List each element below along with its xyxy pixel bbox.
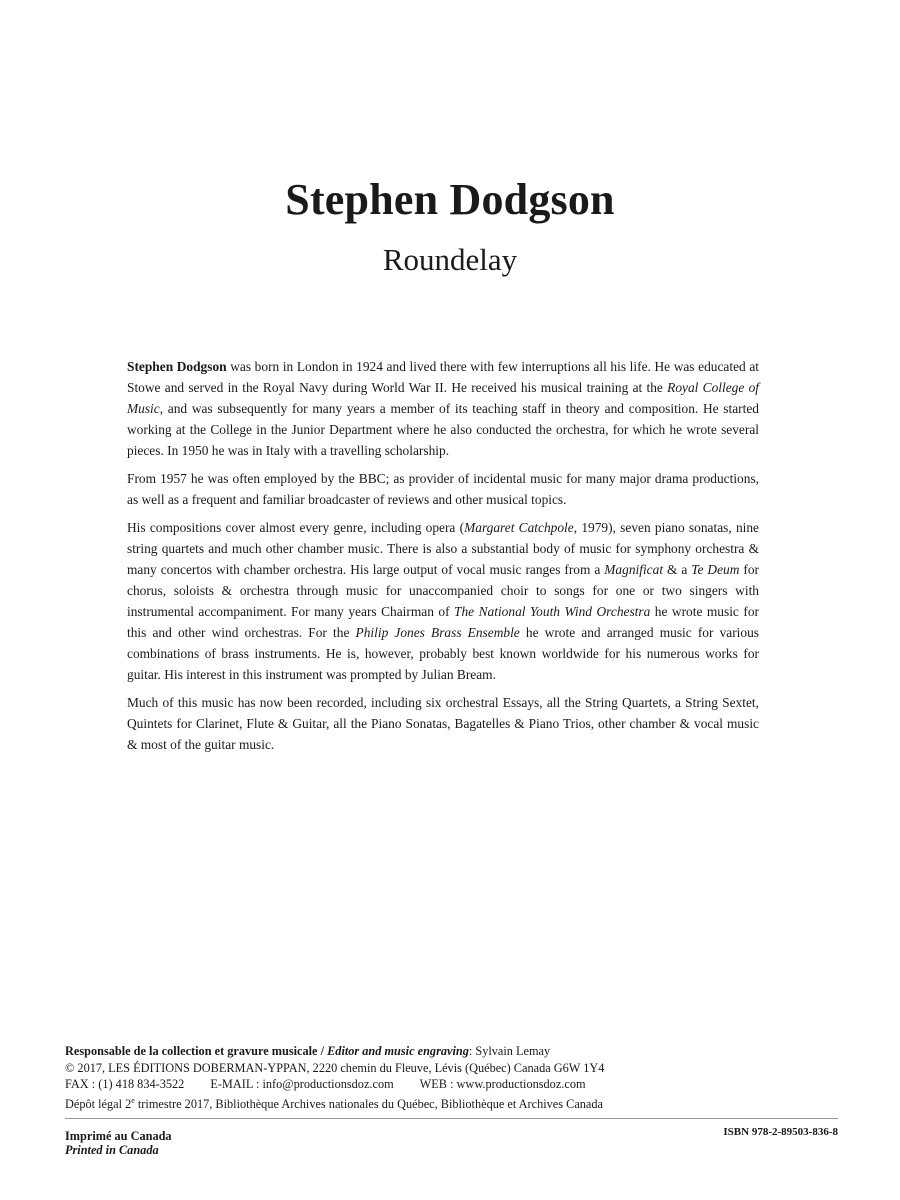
biography [127, 356, 759, 762]
bio-paragraph-4: Much of this music has now been recorded, including six orchestral Essays, all the String Quartets, a String Sextet, Quintets for Clarinet, Flute & Guitar, all the Piano Sonatas, Bagatelles & Piano Trios, other chamber & vocal music & most of the guitar music. [127, 695, 759, 752]
printed-in-canada-fr: Imprimé au Canada [65, 1129, 172, 1143]
ensemble-name: The National Youth Wind Orchestra [454, 604, 651, 619]
printed-in-canada-en: Printed in Canada [65, 1143, 159, 1157]
ensemble-name: Philip Jones Brass Ensemble [355, 625, 520, 640]
copyright-line: © 2017, LES ÉDITIONS DOBERMAN-YPPAN, 2220 chemin du Fleuve, Lévis (Québec) Canada G6W 1Y4 [65, 1060, 605, 1075]
institution-name: Royal College of Music [127, 380, 759, 416]
work-title-italic: Magnificat [604, 562, 664, 577]
legal-deposit-line: Dépôt légal 2e trimestre 2017, Bibliothèque Archives nationales du Québec, Bibliothèque et Archives Canada [65, 1095, 604, 1111]
web-address: WEB : www.productionsdoz.com [419, 1077, 586, 1091]
bio-paragraph-1: Stephen Dodgson was born in London in 1924 and lived there with few interruptions all his life. He was educated at Stowe and served in the Royal Navy during World War II. He received his musical training at the Royal College of Music, and was subsequently for many years a member of its teaching staff in theory and composition. He started working at the College in the Junior Department where he also conducted the orchestra, for which he wrote several pieces. In 1950 he was in Italy with a travelling scholarship. [127, 359, 759, 458]
contact-line [65, 1076, 838, 1093]
isbn-number: ISBN 978-2-89503-836-8 [723, 1126, 838, 1138]
work-title-italic: Margaret Catchpole [464, 520, 574, 535]
work-title-italic: Te Deum [691, 562, 740, 577]
bio-composer-name: Stephen Dodgson [127, 359, 227, 374]
fax-number: FAX : (1) 418 834-3522 [65, 1077, 185, 1091]
footer-divider [65, 1118, 838, 1119]
composer-title: Stephen Dodgson [285, 175, 615, 224]
bio-paragraph-2: From 1957 he was often employed by the BBC; as provider of incidental music for many major drama productions, as well as a frequent and familiar broadcaster of reviews and other musical topics. [127, 471, 759, 507]
editor-credit: Responsable de la collection et gravure musicale / Editor and music engraving: Sylvain Lemay [65, 1044, 551, 1058]
email-address: E-MAIL : info@productionsdoz.com [210, 1077, 394, 1091]
work-title: Roundelay [382, 242, 518, 277]
bio-paragraph-3: His compositions cover almost every genre, including opera (Margaret Catchpole, 1979), seven piano sonatas, nine string quartets and much other chamber music. There is also a substantial body of music for symphony orchestra & many concertos with chamber orchestra. His large output of vocal music ranges from a Magnificat & a Te Deum for chorus, soloists & orchestra through music for unaccompanied choir to songs for one or two singers with instrumental accompaniment. For many years Chairman of The National Youth Wind Orchestra he wrote music for this and other wind orchestras. For the Philip Jones Brass Ensemble he wrote and arranged music for various combinations of brass instruments. He is, however, probably best known worldwide for his numerous works for guitar. His interest in this instrument was prompted by Julian Bream. [127, 520, 760, 682]
publisher-footer [65, 1043, 838, 1112]
